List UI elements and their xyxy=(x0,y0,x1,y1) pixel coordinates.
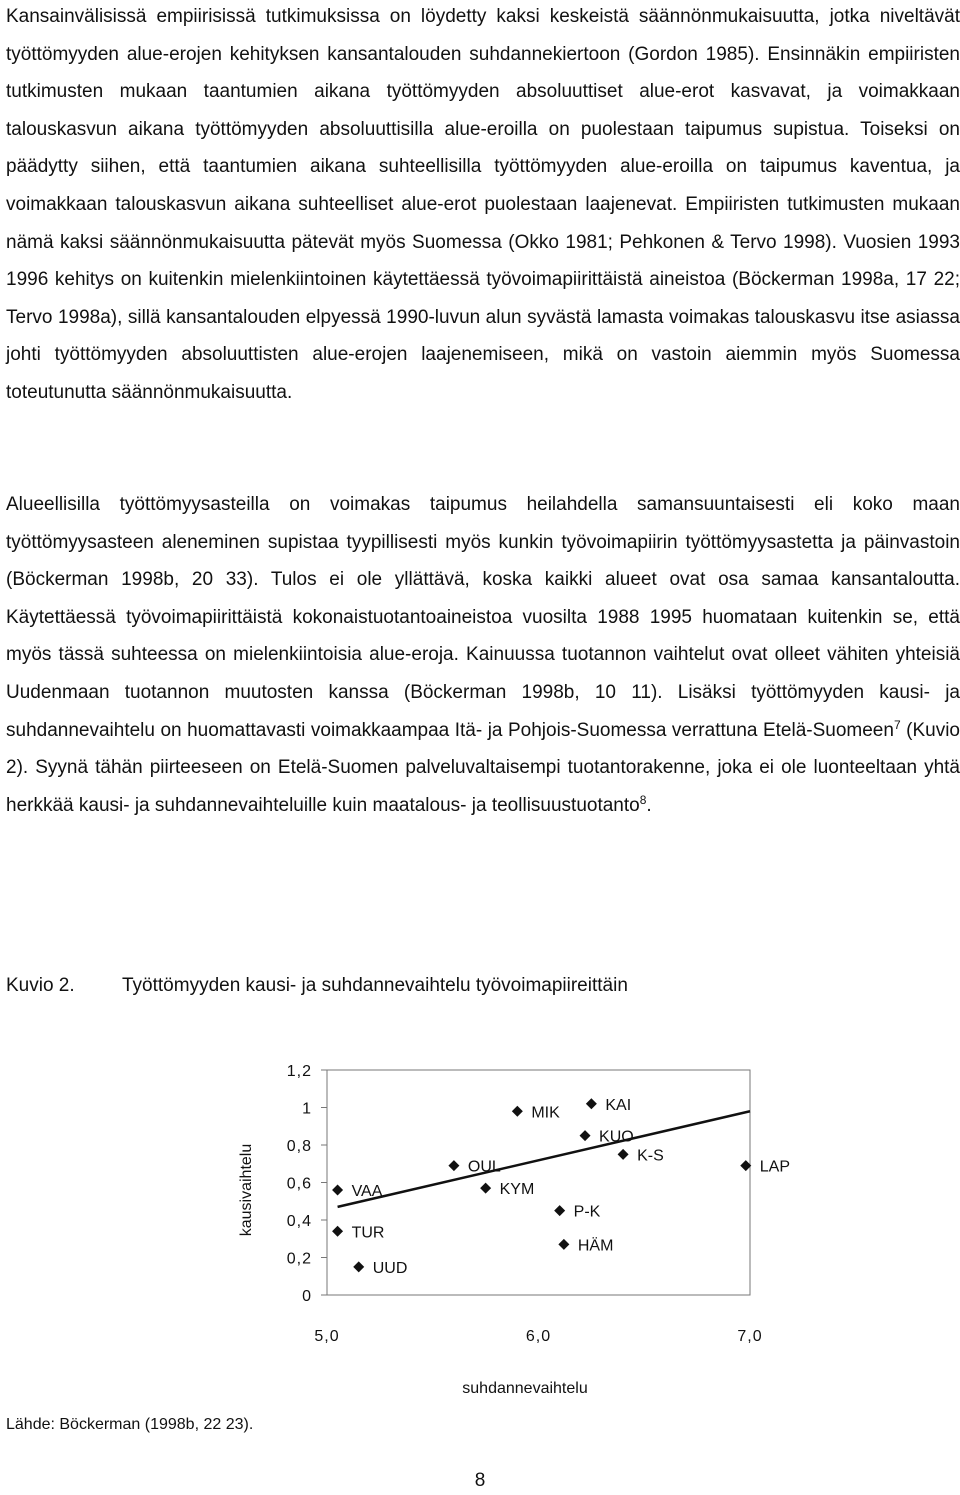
data-point-kuo xyxy=(580,1129,634,1146)
x-tick-label: 7,0 xyxy=(737,1328,763,1345)
figure-source: Lähde: Böckerman (1998b, 22 23). xyxy=(6,1416,254,1433)
data-point-marker xyxy=(332,1226,343,1237)
scatter-chart xyxy=(0,1040,960,1410)
data-point-häm xyxy=(558,1236,613,1254)
data-point-label: LAP xyxy=(759,1158,791,1176)
figure-title: Työttömyyden kausi- ja suhdannevaihtelu työvoimapiireittäin xyxy=(122,975,628,996)
paragraph-2 xyxy=(6,486,960,824)
data-point-label: MIK xyxy=(531,1104,560,1122)
data-point-lap xyxy=(740,1159,790,1176)
y-tick-label: 0,6 xyxy=(286,1175,312,1193)
paragraph-2-text-a: Alueellisilla työttömyysasteilla on voimakas taipumus heilahdella samansuuntaisesti eli koko maan työttömyysasteen aleneminen supistaa tyypillisesti myös kunkin työvoimapiirin työttömyysastetta ja päinvastoin (Böckerman 1998b, 20 33). Tulos ei ole yllättävä, koska kaikki alueet ovat osa samaa kansantaloutta. Käytettäessä työvoimapiirittäistä kokonaistuotantoaineistoa vuosilta 1988 1995 huomataan kuitenkin se, että myös tässä suhteessa on mielenkiintoisia alue-eroja. Kainuussa tuotannon vaihtelut ovat olleet vähiten yhteisiä Uudenmaan tuotannon muutosten kanssa (Böckerman 1998b, 10 11). Lisäksi työttömyyden kausi- ja suhdannevaihtelu on huomattavasti voimakkaampaa Itä- ja Pohjois-Suomessa verrattuna Etelä-Suomeen xyxy=(6,494,960,741)
paragraph-2-text-b: (Kuvio 2). Syynä tähän piirteeseen on Etelä-Suomen palveluvaltaisempi tuotantorakenne, joka ei ole luonteeltaan yhtä herkkää kausi- ja suhdannevaihteluille kuin maatalous- ja teollisuustuotanto xyxy=(6,719,960,816)
data-point-marker xyxy=(332,1185,343,1196)
data-point-mik xyxy=(512,1104,560,1121)
data-point-marker xyxy=(580,1130,591,1141)
y-axis-label: kausivaihtelu xyxy=(238,1143,255,1237)
data-point-marker xyxy=(353,1261,364,1272)
data-point-marker xyxy=(512,1106,523,1117)
x-tick-label: 6,0 xyxy=(525,1328,552,1345)
trendline-line xyxy=(338,1111,750,1207)
data-point-oul xyxy=(448,1159,501,1176)
data-point-label: KUO xyxy=(599,1128,634,1146)
data-points xyxy=(332,1097,790,1277)
data-point-kym xyxy=(480,1181,534,1198)
x-axis-label: suhdannevaihtelu xyxy=(462,1380,588,1397)
data-point-label: KAI xyxy=(605,1096,632,1114)
footnote-ref-8[interactable]: 8 xyxy=(639,792,647,807)
paragraph-1: Kansainvälisissä empiirisissä tutkimuksissa on löydetty kaksi keskeistä säännönmukaisuutta, jotka niveltävät työttömyyden alue-erojen kehityksen kansantalouden suhdannekiertoon (Gordon 1985). Ensinnäkin empiiristen tutkimusten mukaan taantumien aikana työttömyyden absoluuttiset alue-erot kasvavat, ja voimakkaan talouskasvun aikana työttömyyden absoluuttisilla alue-eroilla on puolestaan taipumus supistua. Toiseksi on päädytty siihen, että taantumien aikana suhteellisilla työttömyyden alue-eroilla on taipumus kaventua, ja voimakkaan talouskasvun aikana suhteelliset alue-erot puolestaan laajenevat. Empiiristen tutkimusten mukaan nämä kaksi säännönmukaisuutta pätevät myös Suomessa (Okko 1981; Pehkonen & Tervo 1998). Vuosien 1993 1996 kehitys on kuitenkin mielenkiintoinen käytettäessä työvoimapiirittäistä aineistoa (Böckerman 1998a, 17 22; Tervo 1998a), sillä kansantalouden elpyessä 1990-luvun alun syvästä lamasta voimakas talouskasvu itse asiassa johti työttömyyden absoluuttisten alue-erojen laajenemiseen, mikä on vastoin aiemmin myös Suomessa toteutunutta säännönmukaisuutta. xyxy=(6,6,960,403)
page-number: 8 xyxy=(474,1470,486,1491)
data-point-vaa xyxy=(332,1183,383,1200)
y-tick-label: 1 xyxy=(302,1100,312,1118)
data-point-marker xyxy=(480,1183,491,1194)
data-point-marker xyxy=(448,1160,459,1171)
data-point-marker xyxy=(558,1239,569,1250)
axis-ticks xyxy=(287,1063,763,1345)
data-point-label: P-K xyxy=(573,1203,601,1221)
data-point-marker xyxy=(554,1205,565,1216)
data-point-marker xyxy=(586,1098,597,1109)
y-tick-label: 1,2 xyxy=(286,1063,312,1080)
footnote-ref-7[interactable]: 7 xyxy=(893,717,901,732)
data-point-label: HÄM xyxy=(577,1237,614,1255)
data-point-label: UUD xyxy=(372,1259,408,1277)
data-point-label: KYM xyxy=(499,1181,535,1199)
data-point-p-k xyxy=(554,1204,601,1221)
y-tick-label: 0 xyxy=(302,1288,312,1305)
data-point-kai xyxy=(586,1097,631,1114)
data-point-k-s xyxy=(618,1147,664,1164)
data-point-uud xyxy=(353,1260,407,1277)
trendline xyxy=(338,1111,750,1207)
y-tick-label: 0,8 xyxy=(286,1138,312,1155)
data-point-label: VAA xyxy=(351,1183,383,1200)
data-point-label: OUL xyxy=(467,1158,501,1176)
paragraph-2-text-c: . xyxy=(646,794,652,816)
data-point-label: K-S xyxy=(637,1147,664,1165)
y-tick-label: 0,2 xyxy=(286,1250,312,1268)
figure-label: Kuvio 2. xyxy=(6,975,75,996)
data-point-tur xyxy=(332,1224,384,1241)
data-point-label: TUR xyxy=(351,1224,385,1242)
y-tick-label: 0,4 xyxy=(286,1213,312,1230)
data-point-marker xyxy=(618,1149,629,1160)
figure-caption xyxy=(6,975,628,997)
x-tick-label: 5,0 xyxy=(314,1328,340,1345)
